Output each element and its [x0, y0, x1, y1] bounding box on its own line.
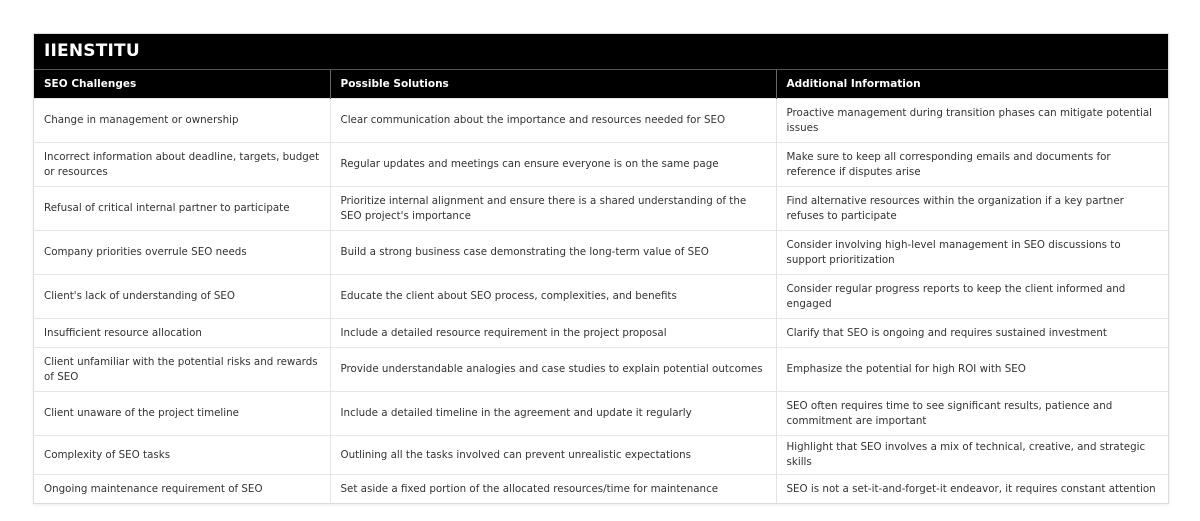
table-row [34, 143, 1168, 187]
additional-info-cell: Make sure to keep all corresponding emails and documents for reference if disputes arise [776, 143, 1168, 187]
additional-info-cell: Proactive management during transition phases can mitigate potential issues [776, 99, 1168, 143]
solution-cell: Include a detailed timeline in the agreement and update it regularly [330, 392, 776, 436]
additional-info-cell: SEO often requires time to see significant results, patience and commitment are important [776, 392, 1168, 436]
additional-info-cell: Find alternative resources within the organization if a key partner refuses to participate [776, 187, 1168, 231]
challenge-cell: Company priorities overrule SEO needs [34, 231, 330, 275]
table-row [34, 392, 1168, 436]
additional-info-cell: Consider involving high-level management in SEO discussions to support prioritization [776, 231, 1168, 275]
column-header-solutions: Possible Solutions [330, 70, 776, 99]
table-row [34, 231, 1168, 275]
solution-cell: Provide understandable analogies and case studies to explain potential outcomes [330, 348, 776, 392]
solution-cell: Prioritize internal alignment and ensure there is a shared understanding of the SEO project's importance [330, 187, 776, 231]
table-row [34, 436, 1168, 475]
additional-info-cell: Highlight that SEO involves a mix of technical, creative, and strategic skills [776, 436, 1168, 475]
additional-info-cell: SEO is not a set-it-and-forget-it endeavor, it requires constant attention [776, 475, 1168, 504]
table-row [34, 99, 1168, 143]
column-header-additional-info: Additional Information [776, 70, 1168, 99]
additional-info-cell: Emphasize the potential for high ROI with SEO [776, 348, 1168, 392]
column-header-challenges: SEO Challenges [34, 70, 330, 99]
seo-challenges-table [34, 70, 1168, 503]
challenge-cell: Change in management or ownership [34, 99, 330, 143]
solution-cell: Build a strong business case demonstrating the long-term value of SEO [330, 231, 776, 275]
seo-table-container [33, 33, 1169, 504]
challenge-cell: Complexity of SEO tasks [34, 436, 330, 475]
table-row [34, 187, 1168, 231]
table-title: IIENSTITU [34, 34, 1168, 70]
challenge-cell: Client unfamiliar with the potential risks and rewards of SEO [34, 348, 330, 392]
challenge-cell: Refusal of critical internal partner to participate [34, 187, 330, 231]
additional-info-cell: Consider regular progress reports to keep the client informed and engaged [776, 275, 1168, 319]
challenge-cell: Client unaware of the project timeline [34, 392, 330, 436]
challenge-cell: Insufficient resource allocation [34, 319, 330, 348]
solution-cell: Regular updates and meetings can ensure everyone is on the same page [330, 143, 776, 187]
solution-cell: Include a detailed resource requirement in the project proposal [330, 319, 776, 348]
challenge-cell: Client's lack of understanding of SEO [34, 275, 330, 319]
table-row [34, 319, 1168, 348]
challenge-cell: Ongoing maintenance requirement of SEO [34, 475, 330, 504]
solution-cell: Clear communication about the importance and resources needed for SEO [330, 99, 776, 143]
solution-cell: Outlining all the tasks involved can prevent unrealistic expectations [330, 436, 776, 475]
solution-cell: Educate the client about SEO process, complexities, and benefits [330, 275, 776, 319]
table-row [34, 475, 1168, 504]
table-row [34, 348, 1168, 392]
table-row [34, 275, 1168, 319]
challenge-cell: Incorrect information about deadline, targets, budget or resources [34, 143, 330, 187]
header-row [34, 70, 1168, 99]
additional-info-cell: Clarify that SEO is ongoing and requires sustained investment [776, 319, 1168, 348]
solution-cell: Set aside a fixed portion of the allocated resources/time for maintenance [330, 475, 776, 504]
